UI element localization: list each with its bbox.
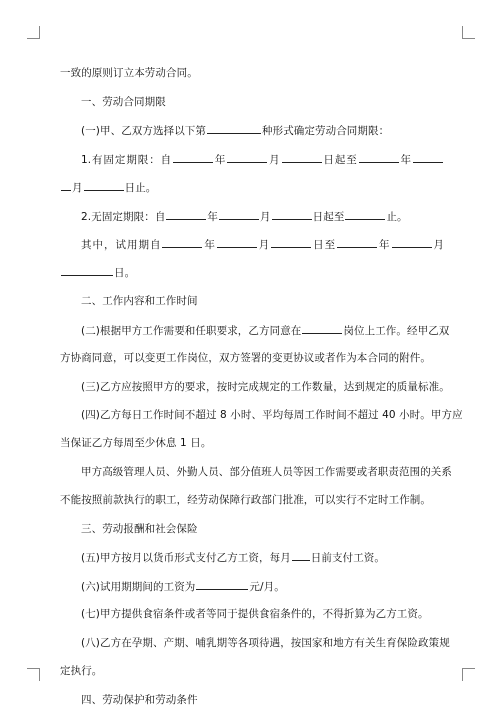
clause-1: (一)甲、乙双方选择以下第 种形式确定劳动合同期限：: [81, 125, 390, 137]
blank-end-year[interactable]: [359, 152, 399, 163]
blank-end-month[interactable]: [413, 152, 443, 163]
blank-trial-start-month[interactable]: [217, 237, 257, 248]
blank-trial-start-day[interactable]: [271, 237, 311, 248]
clause-4-line-2: 当保证乙方每周至少休息 1 日。: [60, 437, 212, 449]
blank-position[interactable]: [302, 323, 342, 334]
blank-end-day[interactable]: [84, 180, 124, 191]
blank-trial-end-day[interactable]: [61, 265, 113, 276]
fixed-term-line: 1.有固定期限：自 年 月 日起至 年: [81, 152, 444, 167]
clause-6: (六)试用期期间的工资为 元/月。: [81, 581, 285, 593]
fixed-term-line-cont: 月 日止。: [60, 180, 156, 195]
blank-start-day[interactable]: [282, 152, 322, 163]
crop-mark-top-left: [27, 26, 40, 39]
blank-end-month-cont[interactable]: [61, 180, 71, 191]
blank-trial-start-year[interactable]: [162, 237, 202, 248]
blank-start-month[interactable]: [227, 152, 267, 163]
blank-open-day[interactable]: [272, 209, 312, 220]
intro-line: 一致的原则订立本劳动合同。: [60, 67, 198, 79]
section-title-protection: 四、劳动保护和劳动条件: [81, 694, 198, 706]
clause-5: (五)甲方按月以货币形式支付乙方工资，每月 日前支付工资。: [81, 552, 385, 564]
crop-mark-bottom-left: [27, 668, 40, 681]
blank-open-month[interactable]: [219, 209, 259, 220]
blank-trial-wage[interactable]: [196, 579, 248, 590]
section-title-pay: 三、劳动报酬和社会保险: [81, 523, 198, 535]
blank-open-year[interactable]: [166, 209, 206, 220]
blank-trial-end-month[interactable]: [392, 237, 432, 248]
trial-period-line-cont: 日。: [60, 265, 135, 280]
blank-start-year[interactable]: [173, 152, 213, 163]
clause-2-line-2: 方协商同意，可以变更工作岗位，双方签署的变更协议或者作为本合同的附件。: [60, 352, 431, 364]
blank-trial-end-year[interactable]: [337, 237, 377, 248]
clause-4-line-1: (四)乙方每日工作时间不超过 8 小时、平均每周工作时间不超过 40 小时。甲方应: [81, 409, 463, 421]
clause-2-line-1: (二)根据甲方工作需要和任职要求，乙方同意在 岗位上工作。经甲乙双: [81, 325, 450, 337]
clause-8-line-1: (八)乙方在孕期、产期、哺乳期等各项待遇，按国家和地方有关生育保险政策规: [81, 637, 450, 649]
clause-7: (七)甲方提供食宿条件或者等同于提供食宿条件的，不得折算为乙方工资。: [81, 608, 429, 620]
blank-open-end[interactable]: [345, 209, 385, 220]
clause-8-line-2: 定执行。: [60, 665, 103, 677]
clause-3: (三)乙方应按照甲方的要求，按时完成规定的工作数量，达到规定的质量标准。: [81, 381, 450, 393]
section-title-term: 一、劳动合同期限: [81, 96, 166, 108]
crop-mark-bottom-right: [462, 668, 475, 681]
blank-pay-day[interactable]: [292, 550, 310, 561]
trial-period-line: 其中，试用期自 年 月 日至 年 月: [81, 239, 444, 251]
clause-exec-line-2: 不能按照前款执行的职工，经劳动保障行政部门批准，可以实行不定时工作制。: [60, 494, 431, 506]
crop-mark-top-right: [462, 26, 475, 39]
blank-form-choice[interactable]: [207, 123, 261, 134]
open-term-line: 2.无固定期限：自 年 月 日起至 止。: [81, 211, 408, 223]
clause-exec-line-1: 甲方高级管理人员、外勤人员、部分值班人员等因工作需要或者职责范围的关系: [81, 466, 452, 478]
section-title-work: 二、工作内容和工作时间: [81, 295, 198, 307]
